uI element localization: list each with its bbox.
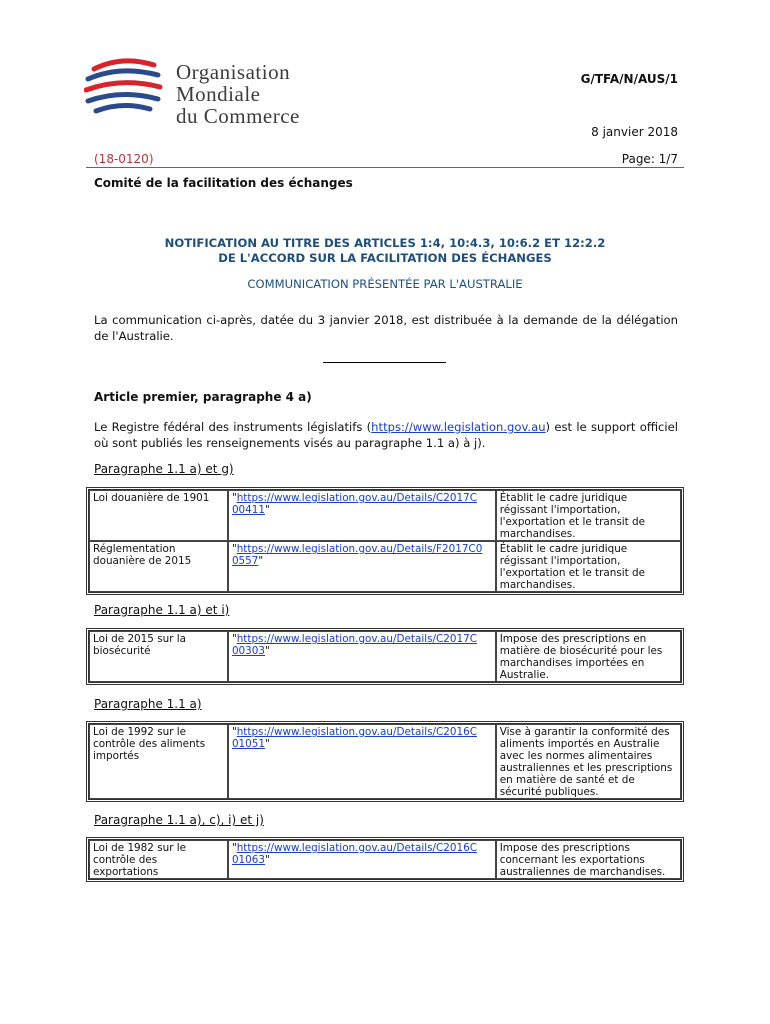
org-line-3: du Commerce [176, 104, 300, 128]
law-name-cell: Loi de 1992 sur le contrôle des aliments importés [89, 724, 228, 799]
law-link[interactable]: https://www.legislation.gov.au/Details/C2017C 00303 [231, 633, 477, 657]
document-title [86, 236, 684, 266]
table-row [89, 631, 681, 682]
law-description-cell: Vise à garantir la conformité des aliments importés en Australie avec les normes alimentaires australiennes et les prescriptions en matière de santé et de sécurité publiques. [496, 724, 681, 799]
law-link-cell: "https://www.legislation.gov.au/Details/C2016C 01063" [228, 840, 496, 879]
law-link[interactable]: https://www.legislation.gov.au/Details/C2016C 01051 [231, 726, 477, 750]
register-text-after: ) est le support officiel où sont publiés les renseignements visés au paragraphe 1.1 a) à j). [94, 420, 678, 450]
title-line-2: DE L'ACCORD SUR LA FACILITATION DES ÉCHANGES [218, 251, 552, 265]
section-heading: Paragraphe 1.1 a) [94, 697, 202, 711]
register-text-before: Le Registre fédéral des instruments législatifs ( [94, 420, 372, 434]
article-heading: Article premier, paragraphe 4 a) [94, 390, 312, 404]
page-number: Page: 1/7 [621, 152, 678, 166]
law-description-cell: Impose des prescriptions concernant les exportations australiennes de marchandises. [496, 840, 681, 879]
committee-name: Comité de la facilitation des échanges [94, 176, 353, 190]
law-table [86, 837, 684, 882]
table-row [89, 724, 681, 799]
law-link[interactable]: https://www.legislation.gov.au/Details/F2017C0 0557 [231, 543, 483, 567]
law-link-cell: "https://www.legislation.gov.au/Details/C2016C 01051" [228, 724, 496, 799]
document-subtitle: COMMUNICATION PRÉSENTÉE PAR L'AUSTRALIE [247, 277, 523, 291]
law-description-cell: Impose des prescriptions en matière de biosécurité pour les marchandises importées en Australie. [496, 631, 681, 682]
law-table [86, 487, 684, 595]
section-heading: Paragraphe 1.1 a) et g) [94, 462, 234, 476]
register-link[interactable]: https://www.legislation.gov.au [371, 420, 546, 434]
section-heading: Paragraphe 1.1 a), c), i) et j) [94, 813, 264, 827]
document-symbol: G/TFA/N/AUS/1 [580, 72, 678, 86]
law-description-cell: Établit le cadre juridique régissant l'importation, l'exportation et le transit de marchandises. [496, 541, 681, 592]
law-name-cell: Réglementation douanière de 2015 [89, 541, 228, 592]
law-name-cell: Loi douanière de 1901 [89, 490, 228, 541]
section-heading: Paragraphe 1.1 a) et i) [94, 603, 230, 617]
law-table [86, 628, 684, 685]
document-number: (18-0120) [94, 152, 154, 166]
wto-globe-logo-icon [84, 57, 168, 117]
org-line-2: Mondiale [176, 82, 261, 106]
law-table [86, 721, 684, 802]
law-link[interactable]: https://www.legislation.gov.au/Details/C2017C 00411 [231, 492, 477, 516]
law-name-cell: Loi de 1982 sur le contrôle des exportations [89, 840, 228, 879]
law-name-cell: Loi de 2015 sur la biosécurité [89, 631, 228, 682]
document-date: 8 janvier 2018 [591, 125, 678, 139]
organization-name [176, 62, 300, 128]
intro-paragraph: La communication ci-après, datée du 3 janvier 2018, est distribuée à la demande de la délégation de l'Australie. [94, 313, 678, 343]
law-description-cell: Établit le cadre juridique régissant l'importation, l'exportation et le transit de marchandises. [496, 490, 681, 541]
separator-line [323, 362, 446, 363]
law-link-cell: "https://www.legislation.gov.au/Details/C2017C 00303" [228, 631, 496, 682]
table-row [89, 541, 681, 592]
register-paragraph [94, 419, 678, 451]
table-row [89, 490, 681, 541]
law-link[interactable]: https://www.legislation.gov.au/Details/C2016C 01063 [231, 842, 477, 866]
org-line-1: Organisation [176, 60, 291, 84]
law-link-cell: "https://www.legislation.gov.au/Details/F2017C0 0557" [228, 541, 496, 592]
law-link-cell: "https://www.legislation.gov.au/Details/C2017C 00411" [228, 490, 496, 541]
title-line-1: NOTIFICATION AU TITRE DES ARTICLES 1:4, 10:4.3, 10:6.2 ET 12:2.2 [164, 236, 606, 250]
table-row [89, 840, 681, 879]
header-divider [86, 167, 684, 168]
